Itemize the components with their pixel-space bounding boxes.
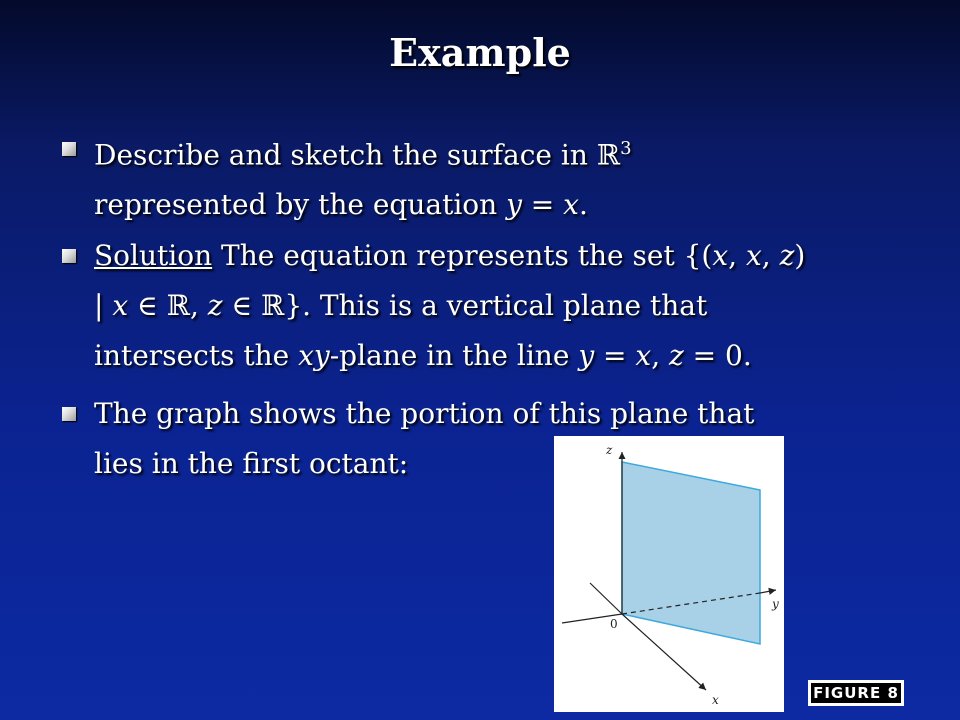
text-span: represented by the equation xyxy=(94,188,507,222)
text-span: -plane in the line xyxy=(329,339,579,372)
var-y: y xyxy=(506,188,522,222)
figure-caption-box xyxy=(808,680,904,706)
text-span: The equation represents the set {( xyxy=(212,239,713,272)
var-z: z xyxy=(207,289,223,322)
var-z: z xyxy=(669,339,684,372)
figure-caption: FIGURE 8 xyxy=(811,683,901,703)
var-xy: xy xyxy=(298,339,330,372)
var-x: x xyxy=(745,239,762,272)
real-symbol: ℝ xyxy=(596,138,621,172)
bullet-text xyxy=(94,124,904,230)
x-axis-label: x xyxy=(712,693,719,707)
z-axis-label: z xyxy=(606,443,613,457)
var-y: y xyxy=(578,339,595,372)
var-x: x xyxy=(635,339,652,372)
text-span: ) xyxy=(794,239,806,272)
bullet-text xyxy=(94,231,904,381)
text-span: The graph shows the portion of this plane that xyxy=(94,397,755,430)
superscript: 3 xyxy=(620,138,632,159)
text-span: = 0. xyxy=(683,339,752,372)
y-axis-label: y xyxy=(772,597,779,611)
text-span: , xyxy=(728,239,746,272)
figure-plane-graph xyxy=(554,436,784,712)
text-span: , xyxy=(651,339,670,372)
var-x: x xyxy=(112,289,129,322)
origin-label: 0 xyxy=(610,617,618,631)
text-span: ∈ ℝ}. This is a vertical plane that xyxy=(222,289,708,322)
plane-surface xyxy=(622,462,760,644)
var-x: x xyxy=(712,239,729,272)
text-span: lies in the first octant: xyxy=(94,447,409,480)
y-axis-line xyxy=(760,590,776,593)
text-span: ∈ ℝ, xyxy=(128,289,208,322)
slide-title: Example xyxy=(389,30,571,75)
text-span: intersects the xyxy=(94,339,299,372)
neg-x-axis-line xyxy=(590,583,622,614)
text-span: Describe and sketch the surface in xyxy=(94,138,597,172)
text-span: . xyxy=(578,188,588,222)
solution-label: Solution xyxy=(94,239,213,272)
text-span: , xyxy=(761,239,780,272)
var-z: z xyxy=(779,239,795,272)
text-span: = xyxy=(521,188,564,222)
text-span: = xyxy=(594,339,636,372)
plane-graph-svg xyxy=(554,436,784,712)
var-x: x xyxy=(563,188,579,222)
bullet-marker xyxy=(62,249,76,263)
bullet-marker xyxy=(62,142,76,156)
text-span: | xyxy=(94,289,113,322)
bullet-marker xyxy=(62,407,76,421)
